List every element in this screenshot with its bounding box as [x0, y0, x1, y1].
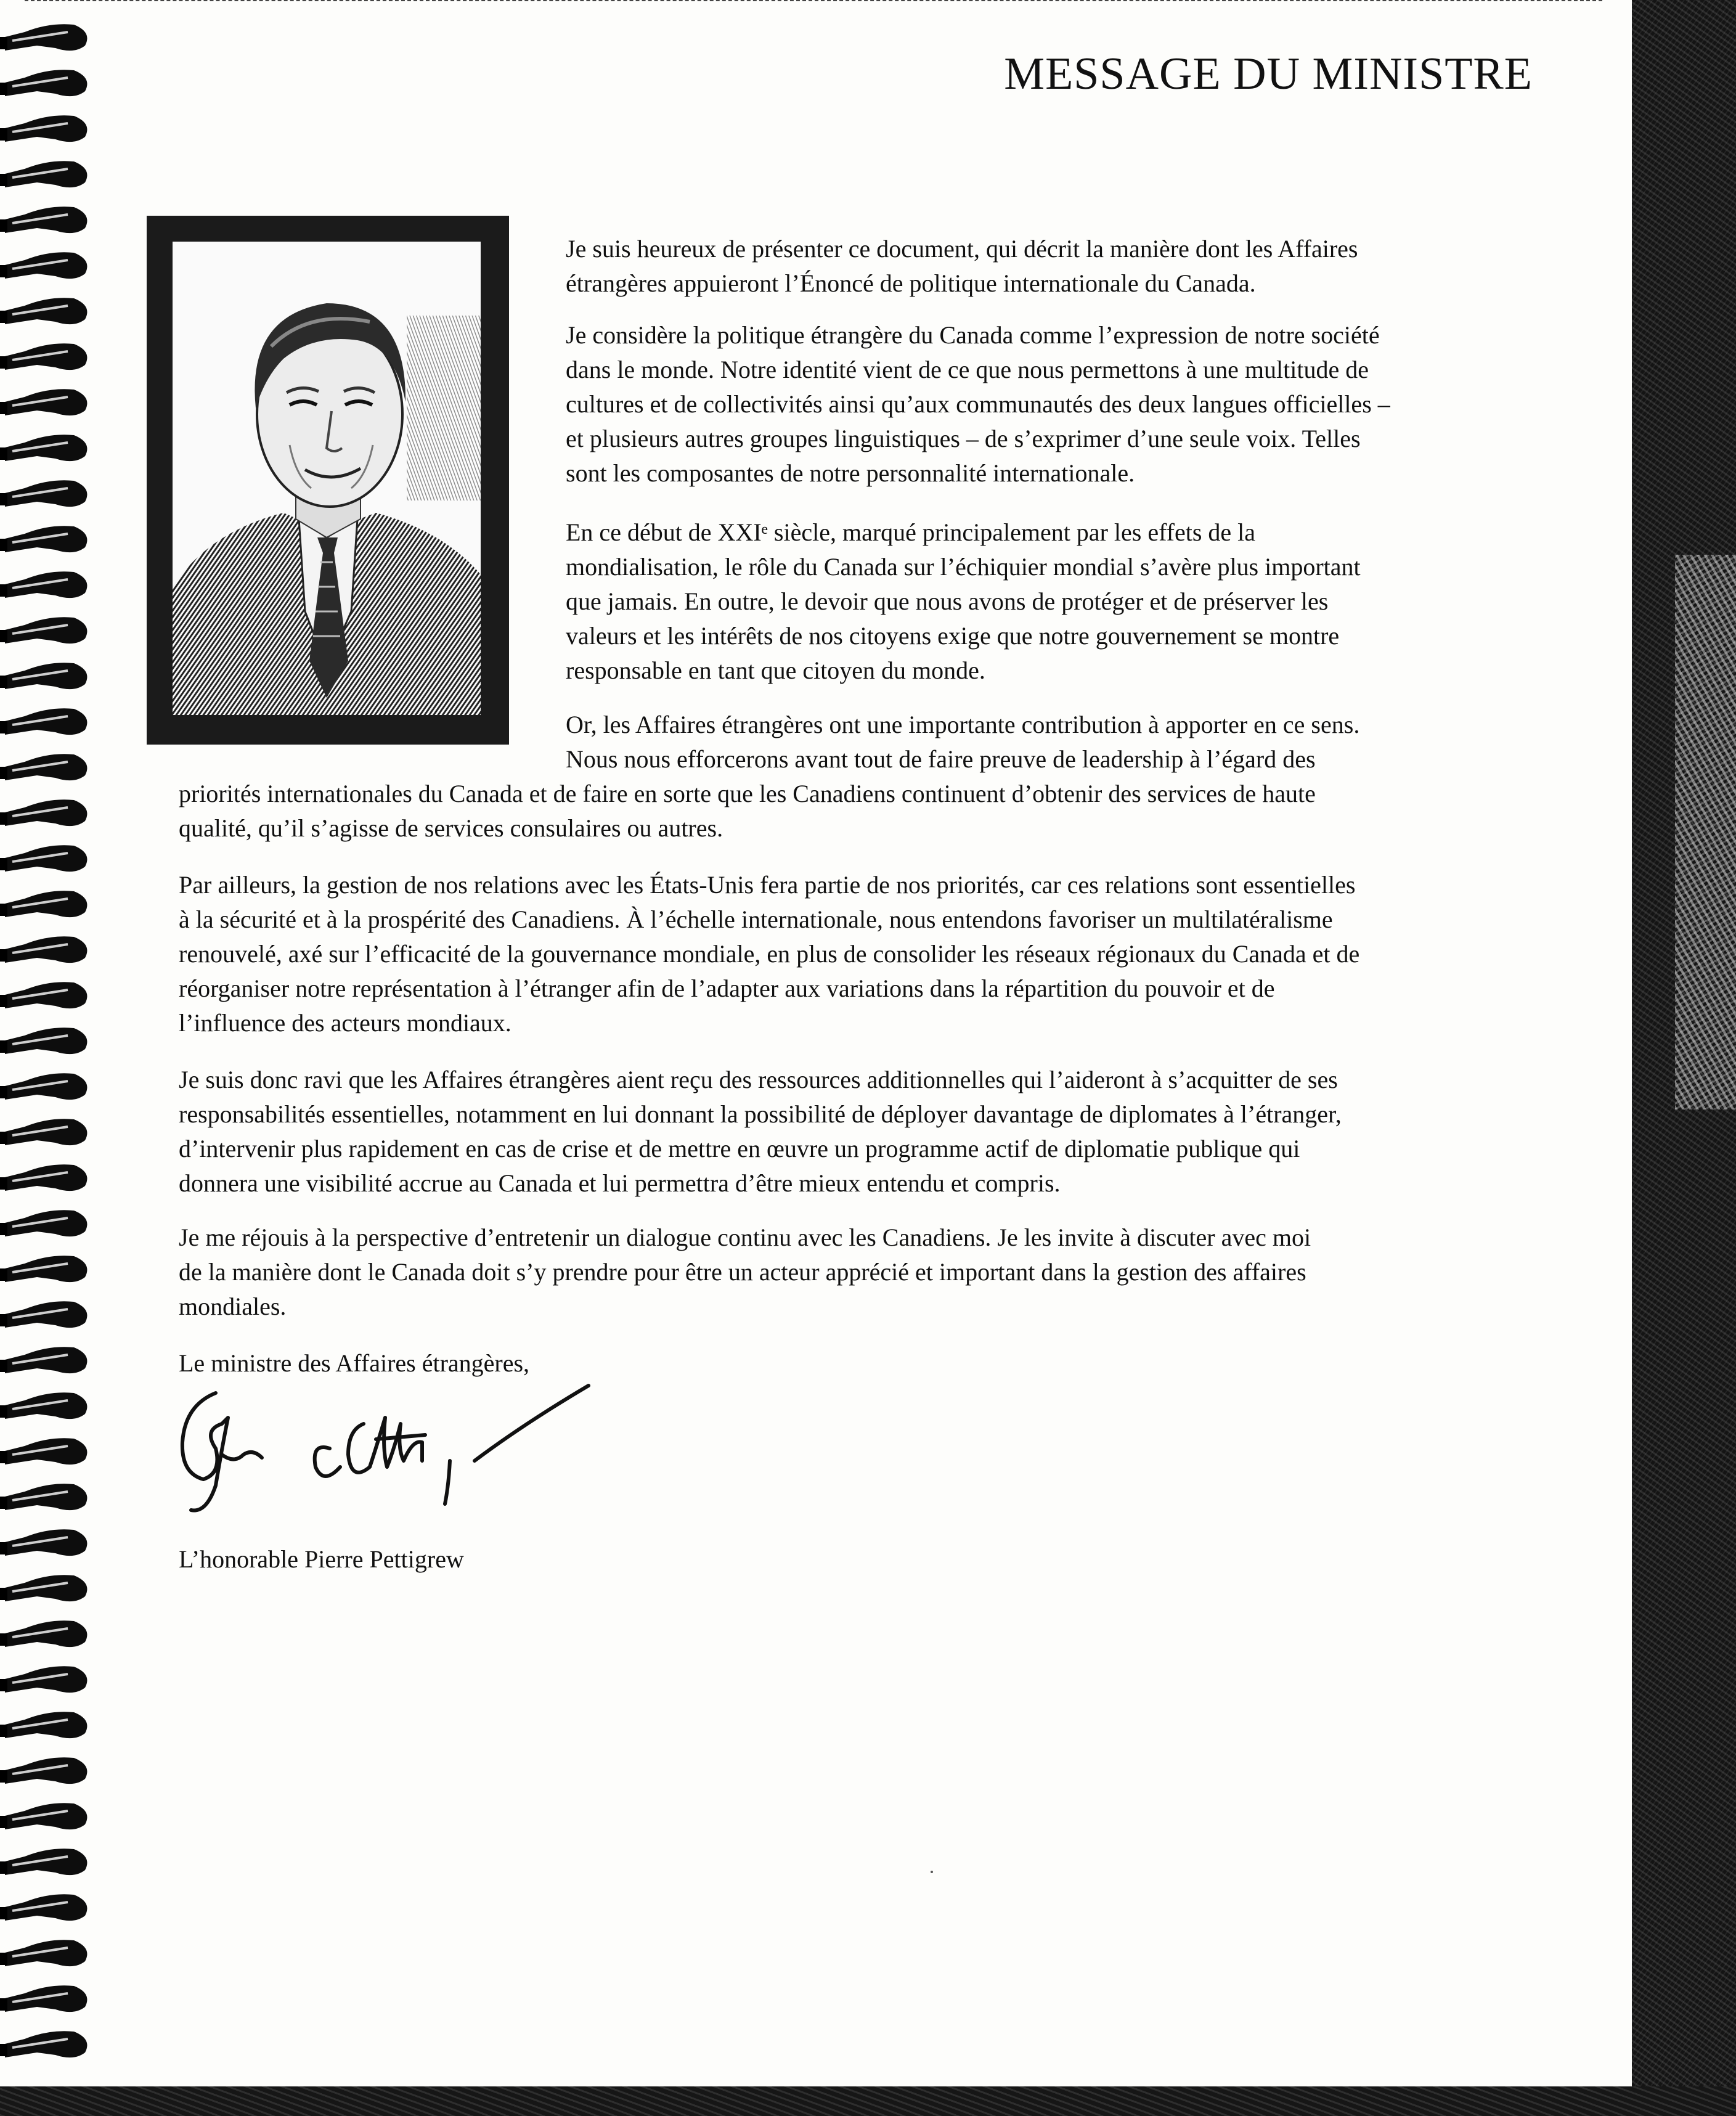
- binding-loop: [0, 1073, 87, 1100]
- binding-loop: [0, 1484, 87, 1510]
- binding-loop: [0, 1210, 87, 1236]
- text-line: Je considère la politique étrangère du Canada comme l’expression de notre société: [566, 321, 1380, 349]
- binding-loop: [0, 389, 87, 415]
- binding-loop: [0, 2031, 87, 2057]
- text-line: dans le monde. Notre identité vient de ce que nous permettons à une multitude de: [566, 356, 1369, 383]
- text-line: Je suis donc ravi que les Affaires étrangères aient reçu des ressources additionnelles qui l’aideront à s’acquitter de ses: [179, 1066, 1338, 1093]
- text-line: l’influence des acteurs mondiaux.: [179, 1009, 511, 1037]
- paragraph-4-start: [566, 708, 1359, 777]
- text-line: sont les composantes de notre personnalité internationale.: [566, 459, 1135, 487]
- minister-name: L’honorable Pierre Pettigrew: [179, 1545, 464, 1573]
- binding-loop: [0, 1119, 87, 1145]
- minister-portrait: [147, 216, 509, 745]
- binding-loop: [0, 1529, 87, 1556]
- page-edge-bottom: [0, 2086, 1736, 2116]
- binding-loop: [0, 115, 87, 142]
- text-line: mondiales.: [179, 1293, 287, 1320]
- binding-loop: [0, 343, 87, 370]
- binding-loop: [0, 526, 87, 552]
- text-line: Nous nous efforcerons avant tout de faire preuve de leadership à l’égard des: [566, 745, 1316, 773]
- paragraph-7: [179, 1220, 1311, 1324]
- text-line: réorganiser notre représentation à l’étranger afin de l’adapter aux variations dans la répartition du pouvoir et de: [179, 974, 1275, 1002]
- speck: [931, 1871, 933, 1873]
- binding-loop: [0, 663, 87, 689]
- page-edge-right: [1632, 0, 1736, 2116]
- binding-loop: [0, 1392, 87, 1419]
- binding-loop: [0, 70, 87, 96]
- binding-loop: [0, 435, 87, 461]
- text-line: Par ailleurs, la gestion de nos relations avec les États-Unis fera partie de nos priorités, car ces relations sont essentielles: [179, 871, 1356, 899]
- binding-loop: [0, 891, 87, 917]
- text-line: de la manière dont le Canada doit s’y prendre pour être un acteur apprécié et important dans la gestion des affaires: [179, 1258, 1306, 1286]
- text-line: valeurs et les intérêts de nos citoyens exige que notre gouvernement se montre: [566, 622, 1340, 650]
- paragraph-2: [566, 318, 1390, 491]
- binding-loop: [0, 1985, 87, 2012]
- binding-loop: [0, 845, 87, 872]
- binding-loop: [0, 1712, 87, 1738]
- text-line: et plusieurs autres groupes linguistiques – de s’exprimer d’une seule voix. Telles: [566, 425, 1361, 452]
- binding-loop: [0, 799, 87, 826]
- binding-loop: [0, 298, 87, 324]
- spiral-binding-icon: [0, 12, 99, 2065]
- text-line: à la sécurité et à la prospérité des Canadiens. À l’échelle internationale, nous entendons favoriser un multilatéralisme: [179, 905, 1333, 933]
- page-title: MESSAGE DU MINISTRE: [1004, 49, 1533, 99]
- binding-loop: [0, 1256, 87, 1282]
- paragraph-3: [566, 515, 1361, 688]
- text-line: renouvelé, axé sur l’efficacité de la gouvernance mondiale, en plus de consolider les réseaux régionaux du Canada et de: [179, 940, 1360, 968]
- text-line: responsabilités essentielles, notamment en lui donnant la possibilité de déployer davantage de diplomates à l’étranger,: [179, 1100, 1342, 1128]
- text-line: En ce début de XXIᵉ siècle, marqué principalement par les effets de la: [566, 518, 1256, 546]
- paragraph-4-end: [179, 777, 1316, 846]
- binding-loop: [0, 617, 87, 643]
- binding-loop: [0, 161, 87, 187]
- paragraph-6: [179, 1063, 1342, 1201]
- top-rule: [25, 0, 1602, 4]
- binding-loop: [0, 24, 87, 51]
- binding-loop: [0, 206, 87, 233]
- binding-loop: [0, 982, 87, 1008]
- binding-loop: [0, 1848, 87, 1875]
- text-line: mondialisation, le rôle du Canada sur l’échiquier mondial s’avère plus important: [566, 553, 1361, 581]
- text-line: donnera une visibilité accrue au Canada et lui permettra d’être mieux entendu et compris.: [179, 1169, 1061, 1197]
- binding-loop: [0, 1803, 87, 1829]
- binding-loop: [0, 1438, 87, 1464]
- binding-loop: [0, 1575, 87, 1601]
- binding-loop: [0, 754, 87, 780]
- binding-loop: [0, 571, 87, 598]
- binding-loop: [0, 1666, 87, 1693]
- binding-loop: [0, 708, 87, 735]
- binding-loop: [0, 1347, 87, 1373]
- paragraph-1: [566, 232, 1358, 301]
- binding-loop: [0, 1620, 87, 1647]
- binding-loop: [0, 936, 87, 963]
- text-line: Je me réjouis à la perspective d’entretenir un dialogue continu avec les Canadiens. Je les invite à discuter avec moi: [179, 1223, 1311, 1251]
- binding-loop: [0, 1940, 87, 1966]
- handwritten-signature-icon: [179, 1381, 622, 1516]
- binding-loop: [0, 1164, 87, 1191]
- salutation-text: Le ministre des Affaires étrangères,: [179, 1349, 530, 1377]
- text-line: cultures et de collectivités ainsi qu’aux communautés des deux langues officielles –: [566, 390, 1390, 418]
- text-line: Or, les Affaires étrangères ont une importante contribution à apporter en ce sens.: [566, 711, 1360, 738]
- binding-loop: [0, 480, 87, 507]
- text-line: Je suis heureux de présenter ce document, qui décrit la manière dont les Affaires: [566, 235, 1358, 263]
- portrait-photo: [173, 242, 481, 715]
- text-line: d’intervenir plus rapidement en cas de crise et de mettre en œuvre un programme actif de diplomatie publique qui: [179, 1135, 1300, 1162]
- paragraph-5: [179, 868, 1359, 1040]
- text-line: priorités internationales du Canada et de faire en sorte que les Canadiens continuent d’obtenir des services de haute: [179, 780, 1316, 807]
- closing-salutation: [179, 1346, 529, 1381]
- text-line: étrangères appuieront l’Énoncé de politique internationale du Canada.: [566, 269, 1256, 297]
- text-line: qualité, qu’il s’agisse de services consulaires ou autres.: [179, 814, 723, 842]
- text-line: que jamais. En outre, le devoir que nous avons de protéger et de préserver les: [566, 587, 1329, 615]
- binding-loop: [0, 1757, 87, 1784]
- binding-loop: [0, 1301, 87, 1328]
- binding-loop: [0, 1894, 87, 1921]
- binding-loop: [0, 252, 87, 279]
- text-line: responsable en tant que citoyen du monde.: [566, 656, 985, 684]
- binding-loop: [0, 1027, 87, 1054]
